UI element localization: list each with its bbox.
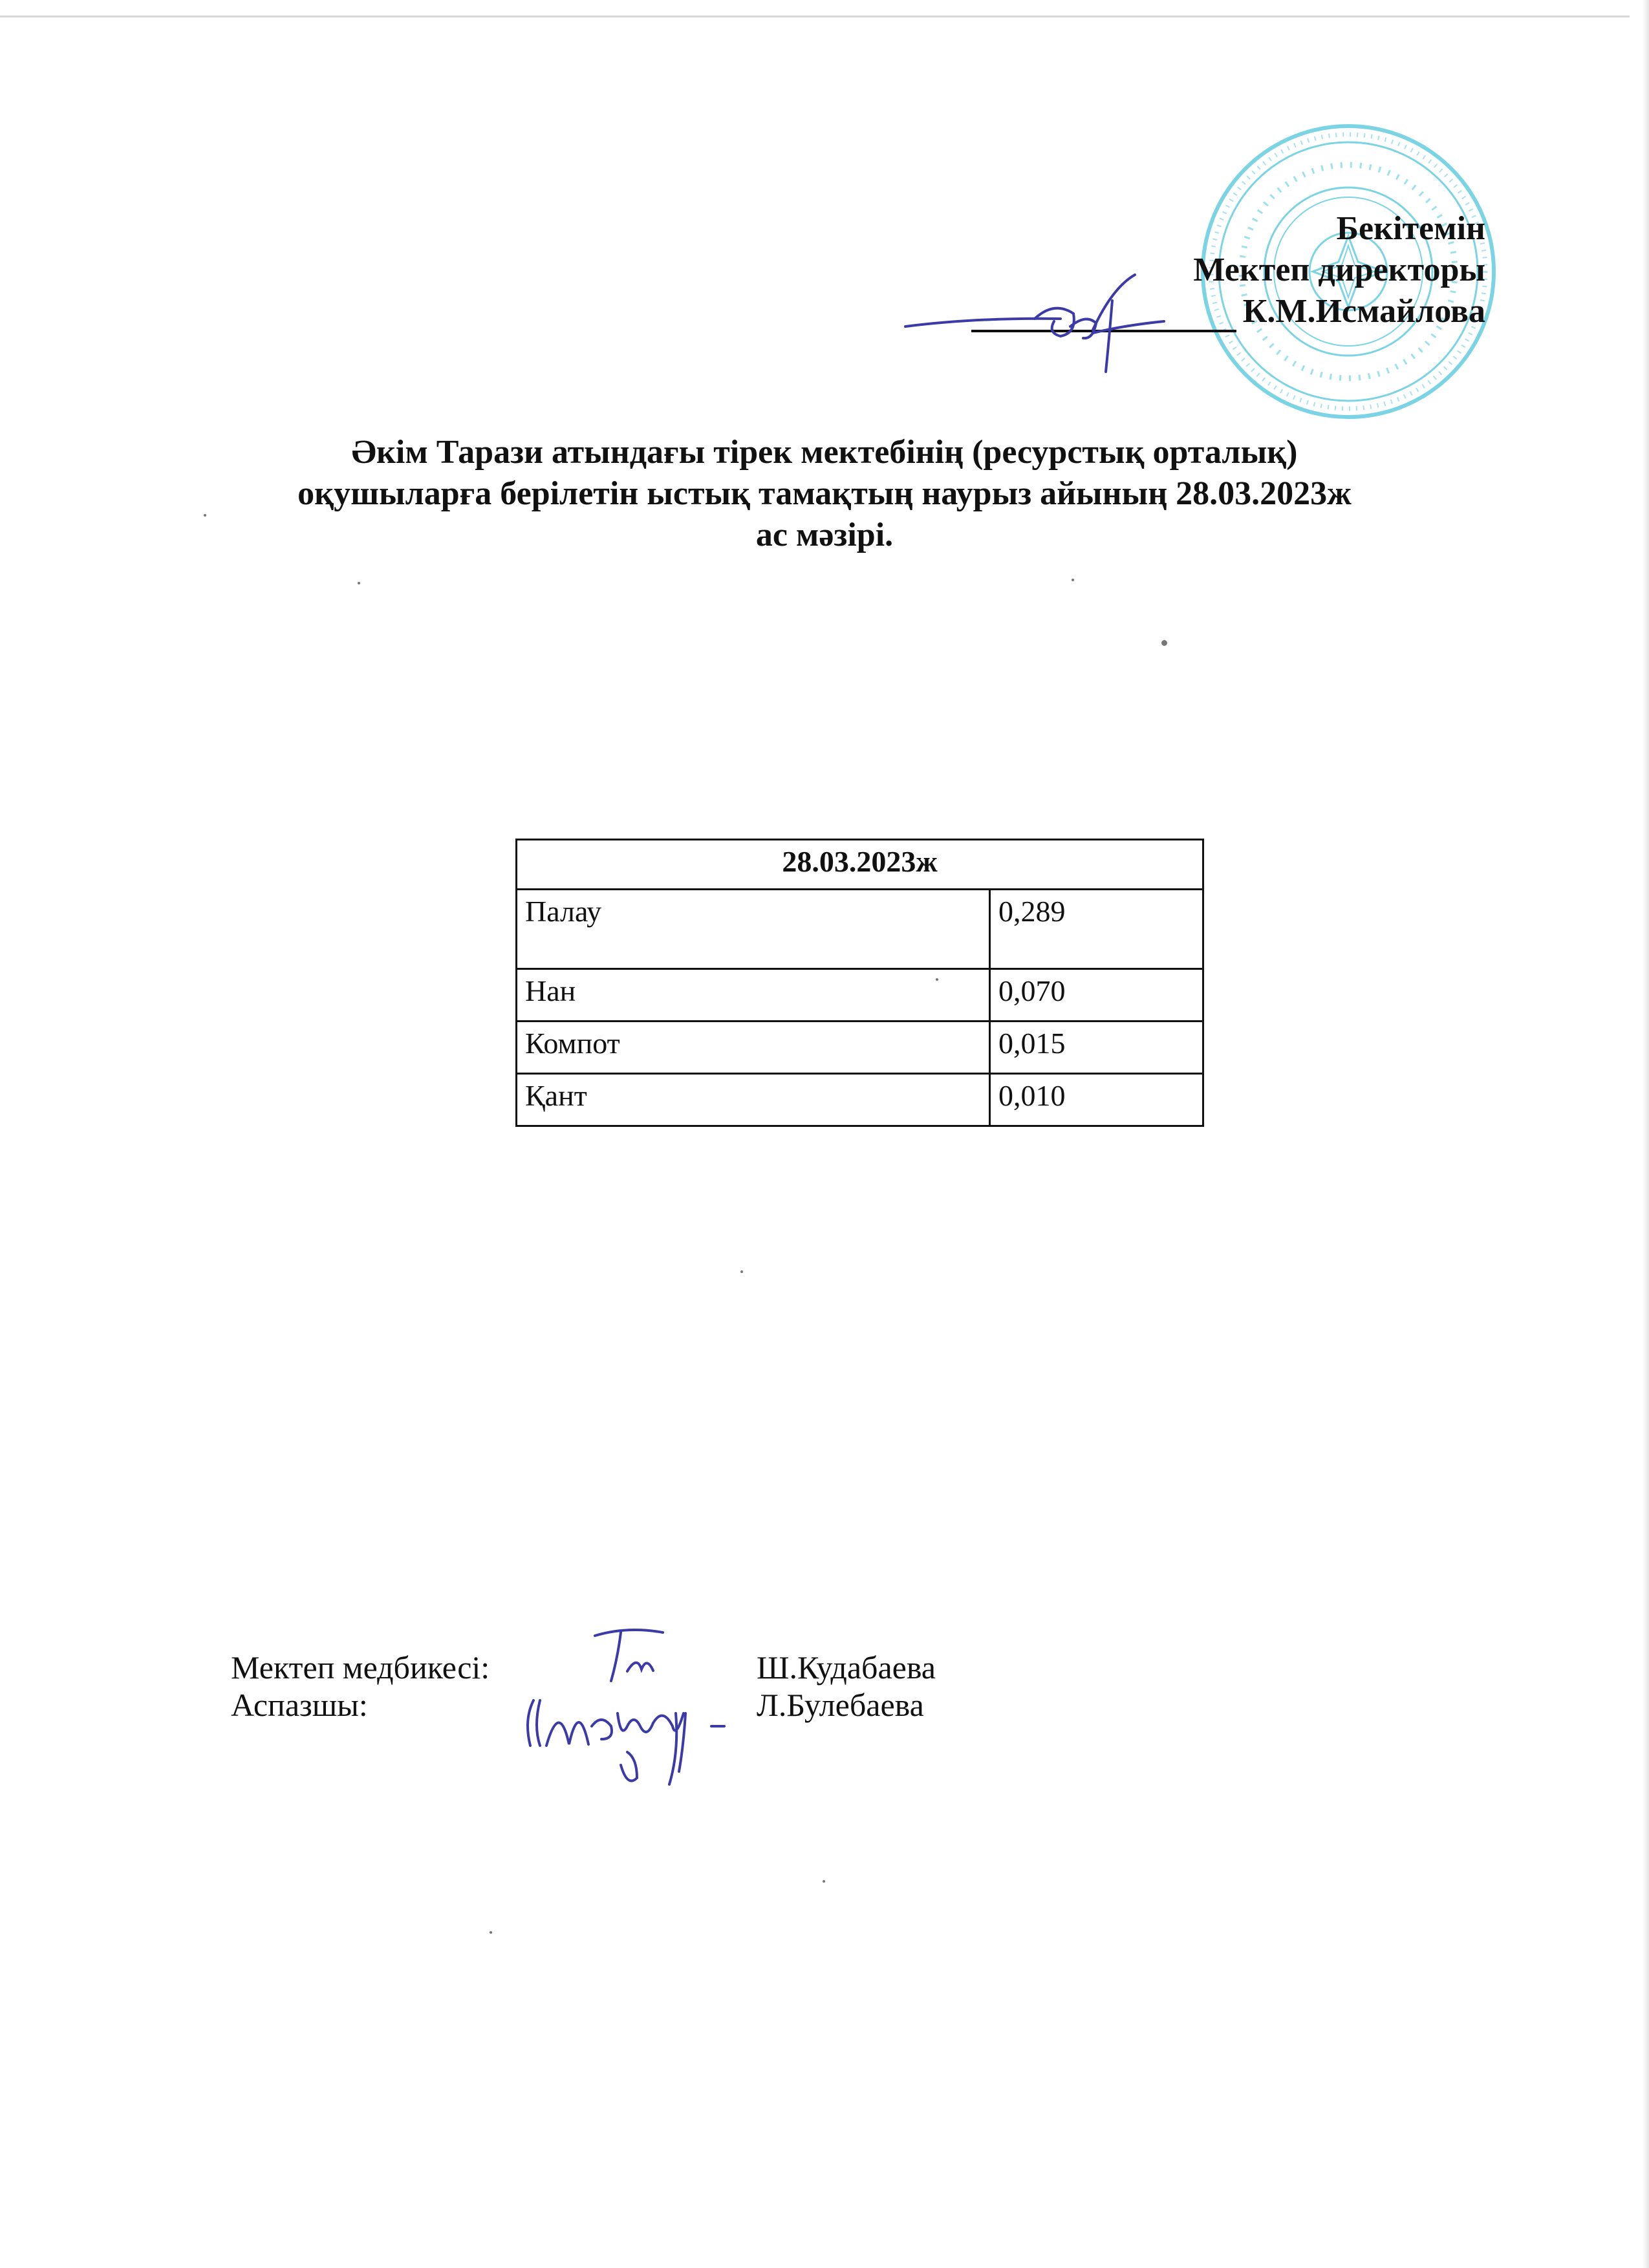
signatory-name: Ш.Кудабаева: [757, 1649, 936, 1685]
cook-signature: [514, 1674, 734, 1797]
scan-speck: [490, 1931, 492, 1934]
amount-cell: 0,015: [990, 1022, 1203, 1074]
menu-table: [515, 839, 1204, 1127]
approval-heading: Бекітемін: [1336, 210, 1485, 247]
title-line-2: оқушыларға берілетін ыстық тамақтың наурыз айының 28.03.2023ж: [297, 475, 1352, 512]
table-row: [517, 969, 1203, 1022]
dish-cell: Қант: [517, 1074, 990, 1126]
title-line-3: ас мәзірі.: [755, 517, 894, 553]
approval-position: Мектеп директоры: [1193, 251, 1485, 288]
signatory-name: Л.Булебаева: [757, 1687, 924, 1723]
scan-speck: [740, 1270, 743, 1273]
scan-edge-line: [0, 16, 1630, 17]
scan-speck: [358, 582, 360, 584]
scan-speck: [204, 514, 206, 517]
amount-cell: 0,010: [990, 1074, 1203, 1126]
scan-speck: [1161, 640, 1167, 646]
director-signature: [899, 262, 1170, 385]
signatory-role: Аспазшы:: [231, 1687, 368, 1723]
scan-speck: [936, 978, 938, 981]
director-name: К.М.Исмайлова: [1242, 293, 1485, 330]
dish-cell: Нан: [517, 969, 990, 1022]
table-row: [517, 1022, 1203, 1074]
scan-edge-shadow: [1643, 0, 1649, 2268]
amount-cell: 0,070: [990, 969, 1203, 1022]
title-line-1: Әкім Тарази атындағы тірек мектебінің (ресурстық орталық): [351, 434, 1298, 471]
signatory-role: Мектеп медбикесі:: [231, 1649, 490, 1685]
menu-date-header: 28.03.2023ж: [517, 840, 1203, 890]
scan-speck: [823, 1880, 825, 1883]
dish-cell: Палау: [517, 890, 990, 969]
dish-cell: Компот: [517, 1022, 990, 1074]
document-title: [0, 432, 1649, 556]
amount-cell: 0,289: [990, 890, 1203, 969]
table-header-row: [517, 840, 1203, 890]
table-row: [517, 1074, 1203, 1126]
scan-speck: [1072, 579, 1074, 581]
table-row: [517, 890, 1203, 969]
